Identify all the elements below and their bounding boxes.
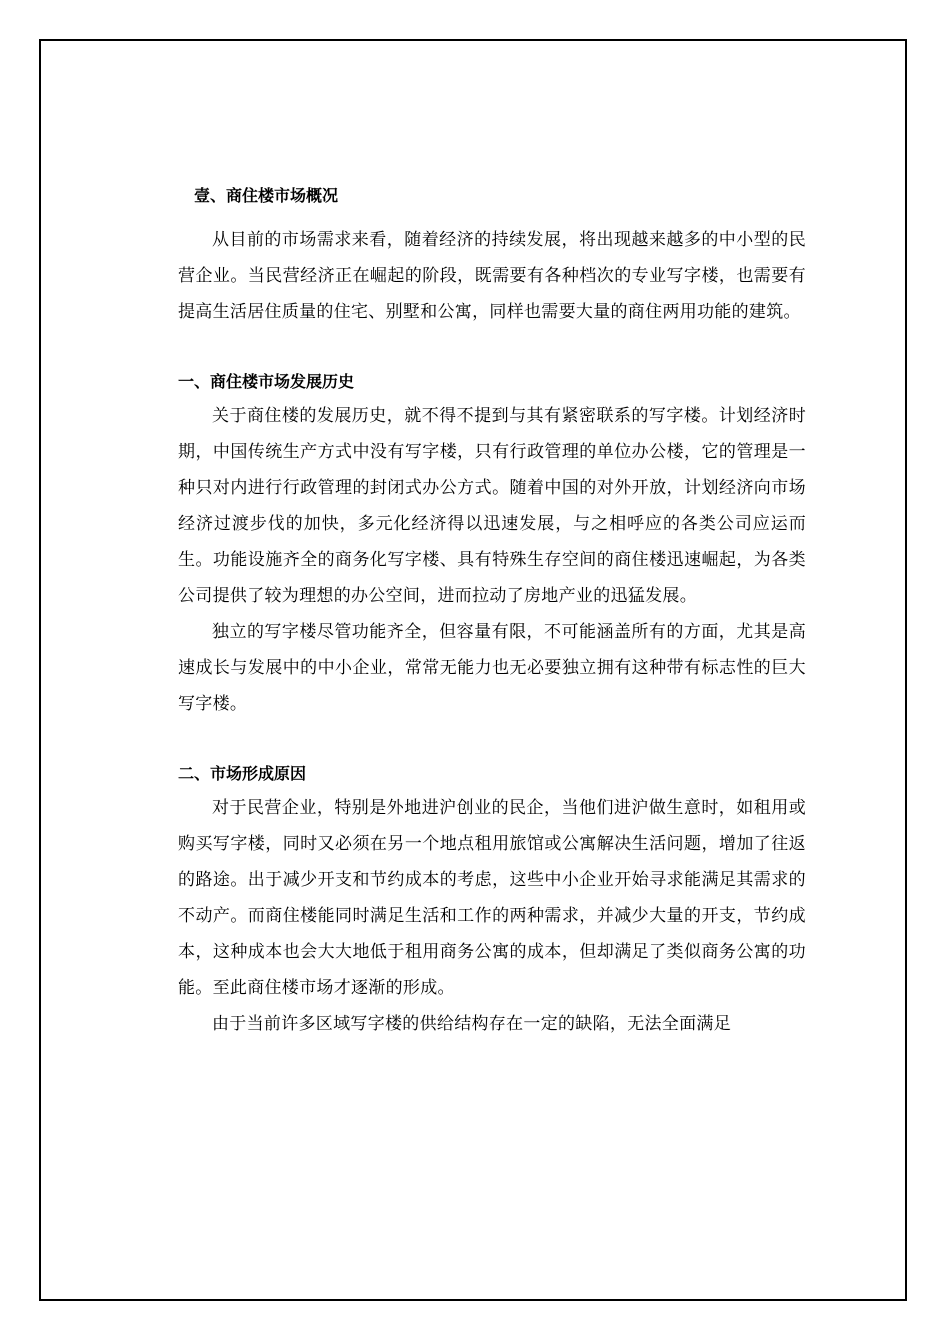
section-market-overview — [178, 180, 806, 330]
section-market-formation — [178, 758, 806, 1042]
paragraph: 对于民营企业，特别是外地进沪创业的民企，当他们进沪做生意时，如租用或购买写字楼，同时又必须在另一个地点租用旅馆或公寓解决生活问题，增加了往返的路途。出于减少开支和节约成本的考虑，这些中小企业开始寻求能满足其需求的不动产。而商住楼能同时满足生活和工作的两种需求，并减少大量的开支，节约成本，这种成本也会大大地低于租用商务公寓的成本，但却满足了类似商务公寓的功能。至此商住楼市场才逐渐的形成。 — [178, 798, 806, 998]
section-title: 一、商住楼市场发展历史 — [178, 372, 355, 391]
section-development-history — [178, 366, 806, 722]
section-title: 二、市场形成原因 — [178, 764, 307, 783]
paragraph: 独立的写字楼尽管功能齐全，但容量有限，不可能涵盖所有的方面，尤其是高速成长与发展中的中小企业，常常无能力也无必要独立拥有这种带有标志性的巨大写字楼。 — [178, 622, 806, 714]
section-title: 壹、商住楼市场概况 — [194, 186, 339, 205]
paragraph: 由于当前许多区域写字楼的供给结构存在一定的缺陷，无法全面满足 — [212, 1014, 731, 1034]
paragraph: 关于商住楼的发展历史，就不得不提到与其有紧密联系的写字楼。计划经济时期，中国传统生产方式中没有写字楼，只有行政管理的单位办公楼，它的管理是一种只对内进行行政管理的封闭式办公方式。随着中国的对外开放，计划经济向市场经济过渡步伐的加快，多元化经济得以迅速发展，与之相呼应的各类公司应运而生。功能设施齐全的商务化写字楼、具有特殊生存空间的商住楼迅速崛起，为各类公司提供了较为理想的办公空间，进而拉动了房地产业的迅猛发展。 — [178, 406, 806, 606]
document-body — [178, 180, 806, 1042]
paragraph: 从目前的市场需求来看，随着经济的持续发展，将出现越来越多的中小型的民营企业。当民营经济正在崛起的阶段，既需要有各种档次的专业写字楼，也需要有提高生活居住质量的住宅、别墅和公寓，同样也需要大量的商住两用功能的建筑。 — [178, 230, 806, 322]
